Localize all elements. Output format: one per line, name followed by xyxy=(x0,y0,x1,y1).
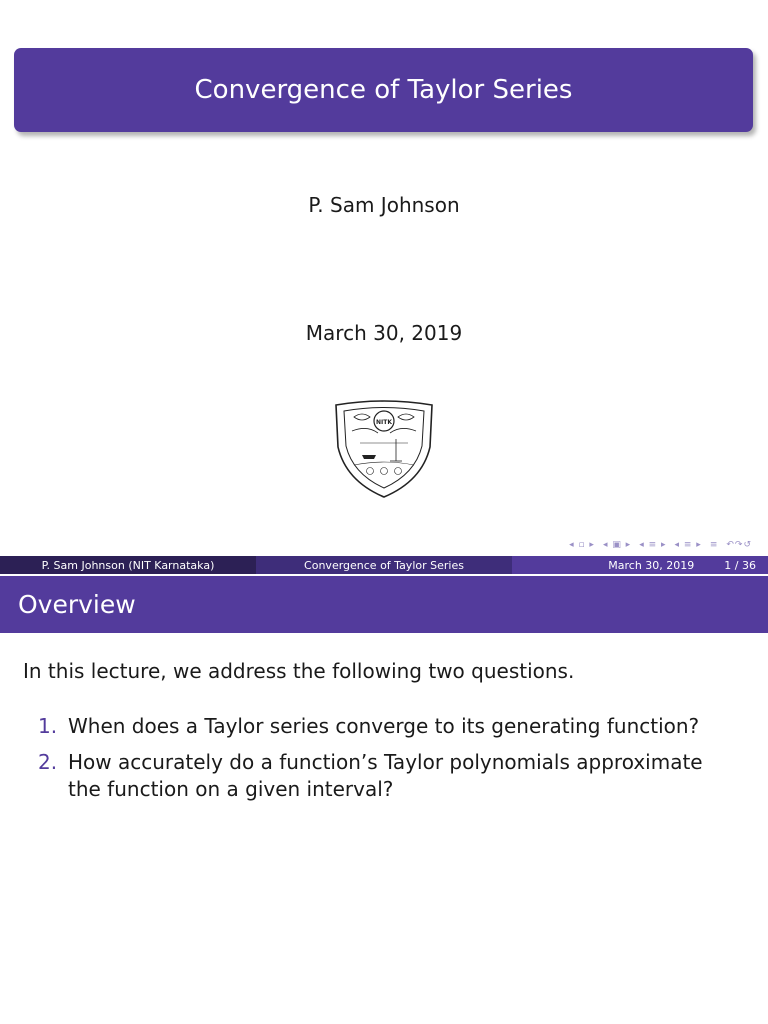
author-name: P. Sam Johnson xyxy=(308,193,460,217)
logo-text: NITK xyxy=(376,419,392,426)
footer-page-number: 1 / 36 xyxy=(724,558,756,572)
list-item xyxy=(38,749,738,803)
nav-section-icon[interactable]: ◂ ≡ ▸ xyxy=(639,540,667,550)
list-number: 1. xyxy=(38,714,58,738)
slide-footer xyxy=(0,556,768,574)
overview-title: Overview xyxy=(18,590,136,619)
footer-date: March 30, 2019 xyxy=(608,558,695,572)
footer-title: Convergence of Taylor Series xyxy=(256,556,512,574)
list-item xyxy=(38,713,738,740)
nav-frame-icon[interactable]: ◂ ▫ ▸ xyxy=(569,540,595,550)
nitk-logo xyxy=(332,399,436,499)
nav-subsection-icon[interactable]: ◂ ▣ ▸ xyxy=(602,540,632,550)
intro-text: In this lecture, we address the following two questions. xyxy=(23,659,575,683)
footer-date-page xyxy=(512,556,768,574)
overview-slide xyxy=(0,576,768,1024)
list-text: When does a Taylor series converge to its generating function? xyxy=(68,714,700,738)
frame-title xyxy=(0,576,768,633)
nav-section-icon[interactable]: ◂ ≡ ▸ xyxy=(674,540,702,550)
presentation-date: March 30, 2019 xyxy=(305,321,463,345)
presentation-title: Convergence of Taylor Series xyxy=(194,75,573,105)
nav-search-icon[interactable]: ↶↷↺ xyxy=(726,540,752,550)
title-box xyxy=(14,48,753,132)
footer-author: P. Sam Johnson (NIT Karnataka) xyxy=(0,556,256,574)
beamer-navigation[interactable] xyxy=(569,538,752,552)
list-text: How accurately do a function’s Taylor polynomials approximate the function on a given interval? xyxy=(68,750,703,801)
list-number: 2. xyxy=(38,750,58,774)
nav-align-icon[interactable]: ≡ xyxy=(709,540,719,550)
question-list xyxy=(38,713,738,812)
